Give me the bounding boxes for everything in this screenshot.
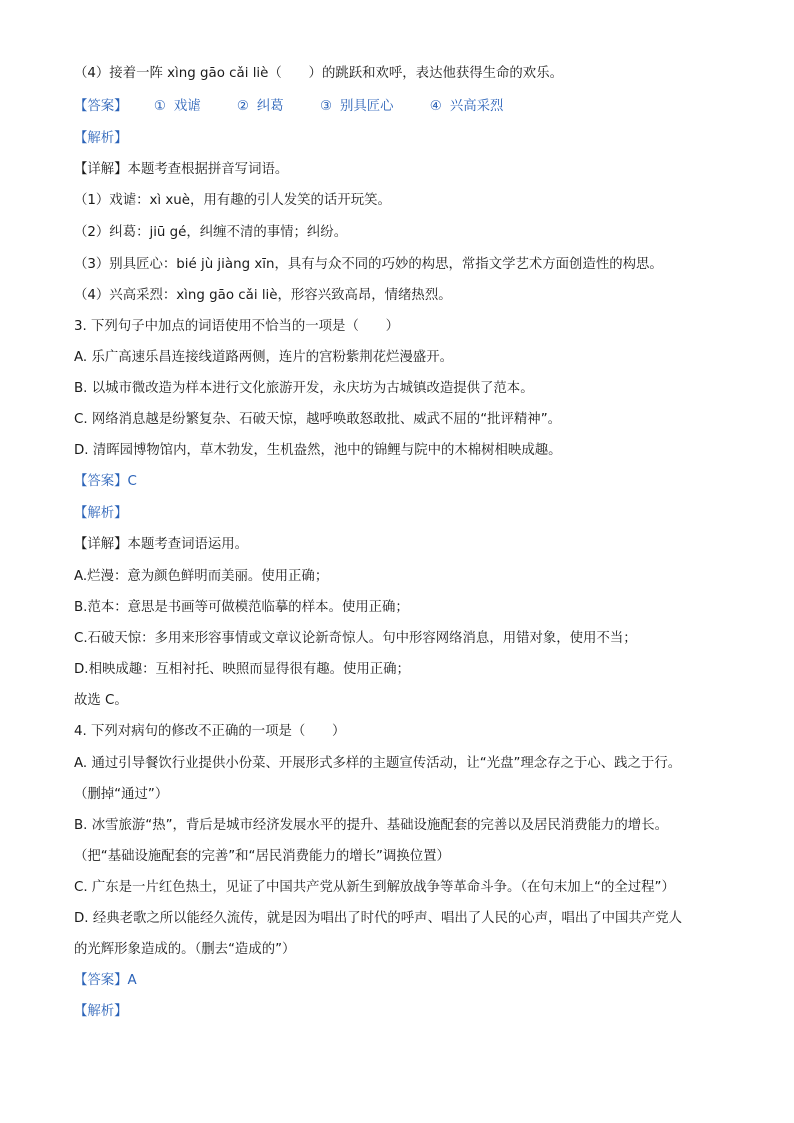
answer-text: 戏谑 bbox=[173, 99, 201, 114]
text-line: （2）纠葛：jiū gé，纠缠不清的事情；纠纷。 bbox=[74, 225, 348, 240]
option-line: 的光辉形象造成的。（删去“造成的”） bbox=[74, 942, 296, 957]
option-line: （把“基础设施配套的完善”和“居民消费能力的增长”调换位置） bbox=[74, 849, 450, 864]
answer-label: 【答案】 bbox=[74, 99, 128, 114]
answer-text: 纠葛 bbox=[256, 99, 284, 114]
section-label: 【解析】 bbox=[74, 131, 128, 146]
option-line: （删掉“通过”） bbox=[74, 787, 169, 802]
option-line: A. 乐广高速乐昌连接线道路两侧，连片的宫粉紫荆花烂漫盛开。 bbox=[74, 350, 453, 365]
answer-number: ① bbox=[153, 99, 166, 114]
text-line: D.相映成趣：互相衬托、映照而显得很有趣。使用正确； bbox=[74, 662, 410, 677]
answer-text: 兴高采烈 bbox=[449, 99, 504, 114]
answer-number: ③ bbox=[319, 99, 332, 114]
text-line: （4）兴高采烈：xìng gāo cǎi liè，形容兴致高昂，情绪热烈。 bbox=[74, 288, 452, 303]
answer-number: ④ bbox=[429, 99, 442, 114]
option-line: B. 冰雪旅游“热”，背后是城市经济发展水平的提升、基础设施配套的完善以及居民消费能力的增长。 bbox=[74, 818, 668, 833]
option-line: C. 广东是一片红色热土，见证了中国共产党从新生到解放战争等革命斗争。（在句末加上“的全过程”） bbox=[74, 880, 675, 895]
text-line: 【详解】本题考查根据拼音写词语。 bbox=[74, 162, 289, 177]
option-line: B. 以城市微改造为样本进行文化旅游开发，永庆坊为古城镇改造提供了范本。 bbox=[74, 381, 534, 396]
answer-text: 别具匠心 bbox=[339, 99, 394, 114]
text-line: B.范本：意思是书画等可做模范临摹的样本。使用正确； bbox=[74, 600, 409, 615]
answer-line: 【答案】C bbox=[74, 474, 137, 489]
answer-row bbox=[74, 96, 734, 118]
question-title: 4. 下列对病句的修改不正确的一项是（ ） bbox=[74, 724, 346, 739]
section-label: 【解析】 bbox=[74, 1004, 128, 1019]
option-line: C. 网络消息越是纷繁复杂、石破天惊，越呼唤敢怒敢批、威武不屈的“批评精神”。 bbox=[74, 412, 562, 427]
text-line: 【详解】本题考查词语运用。 bbox=[74, 537, 249, 552]
text-line: C.石破天惊：多用来形容事情或文章议论新奇惊人。句中形容网络消息，用错对象，使用不当； bbox=[74, 631, 637, 646]
question-title: 3. 下列句子中加点的词语使用不恰当的一项是（ ） bbox=[74, 319, 400, 334]
text-line: （4）接着一阵 xìng gāo cǎi liè（ ）的跳跃和欢呼，表达他获得生命的欢乐。 bbox=[74, 66, 563, 81]
text-line: （1）戏谑：xì xuè，用有趣的引人发笑的话开玩笑。 bbox=[74, 193, 391, 208]
text-line: A.烂漫：意为颜色鲜明而美丽。使用正确； bbox=[74, 569, 329, 584]
answer-line: 【答案】A bbox=[74, 973, 137, 988]
section-label: 【解析】 bbox=[74, 506, 128, 521]
text-line: 故选 C。 bbox=[74, 693, 128, 708]
option-line: D. 经典老歌之所以能经久流传，就是因为唱出了时代的呼声、唱出了人民的心声，唱出了中国共产党人 bbox=[74, 911, 683, 926]
text-line: （3）别具匠心：bié jù jiàng xīn，具有与众不同的巧妙的构思，常指文学艺术方面创造性的构思。 bbox=[74, 257, 663, 272]
answer-number: ② bbox=[236, 99, 249, 114]
option-line: A. 通过引导餐饮行业提供小份菜、开展形式多样的主题宣传活动，让“光盘”理念存之于心、践之于行。 bbox=[74, 756, 682, 771]
option-line: D. 清晖园博物馆内，草木勃发，生机盎然，池中的锦鲤与院中的木棉树相映成趣。 bbox=[74, 443, 562, 458]
